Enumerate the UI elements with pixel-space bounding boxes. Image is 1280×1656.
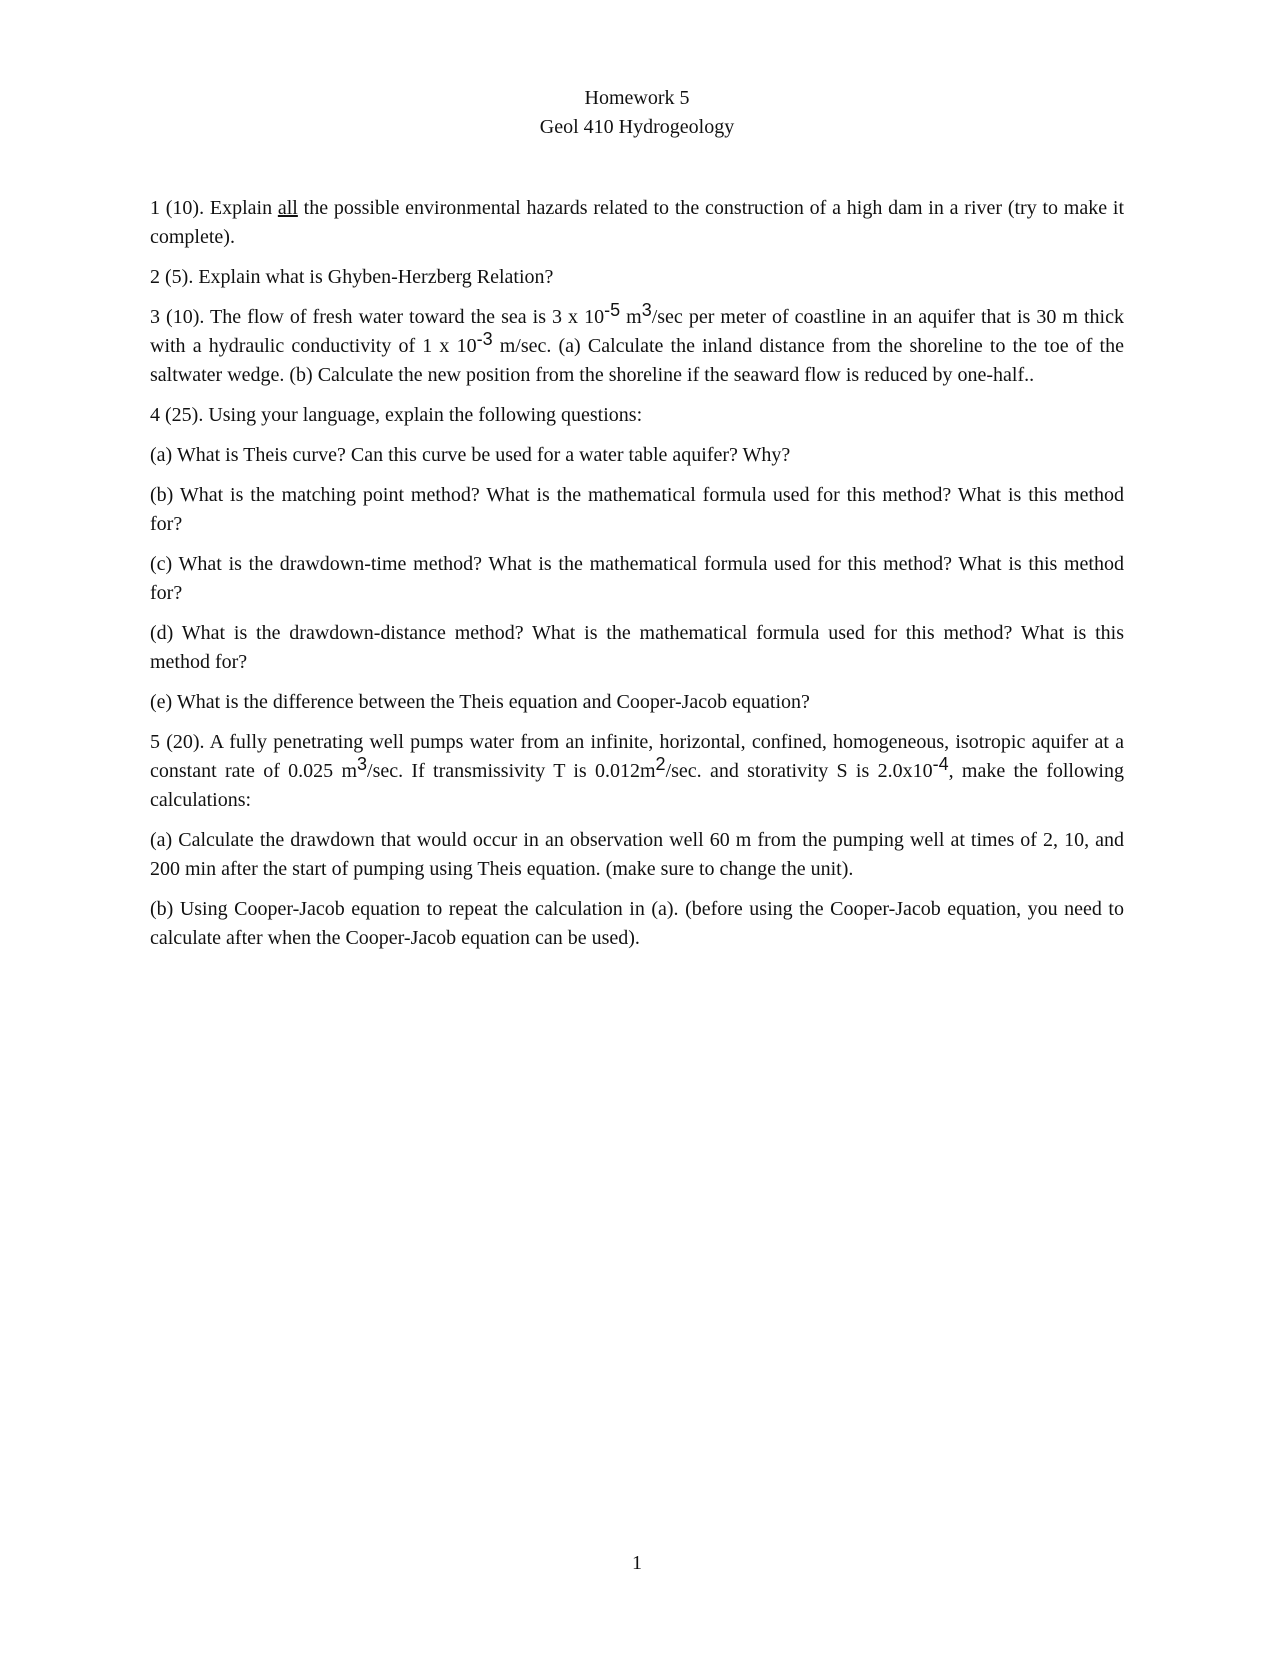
superscript: -3 — [476, 329, 493, 349]
question-4c: (c) What is the drawdown-time method? What is the mathematical formula used for this method? What is this method for? — [150, 553, 1124, 604]
course-title: Geol 410 Hydrogeology — [539, 116, 735, 138]
superscript: -5 — [604, 300, 621, 320]
question-4b: (b) What is the matching point method? What is the mathematical formula used for this method? What is this method for? — [150, 484, 1124, 535]
question-3: 3 (10). The flow of fresh water toward the sea is 3 x 10-5 m3/sec per meter of coastline in an aquifer that is 30 m thick with a hydraulic conductivity of 1 x 10-3 m/sec. (a) Calculate the inland distance from the shoreline to the toe of the saltwater wedge. (b) Calculate the new position from the shoreline if the seaward flow is reduced by one-half.. — [150, 300, 1124, 386]
superscript: 2 — [655, 754, 666, 774]
homework-title: Homework 5 — [584, 87, 690, 109]
superscript: 3 — [357, 754, 368, 774]
question-1: 1 (10). Explain all the possible environmental hazards related to the construction of a high dam in a river (try to make it complete). — [150, 197, 1124, 248]
underlined-word: all — [277, 197, 298, 219]
document-header — [150, 84, 1124, 142]
question-5b: (b) Using Cooper-Jacob equation to repeat the calculation in (a). (before using the Cooper-Jacob equation, you need to calculate after when the Cooper-Jacob equation can be used). — [150, 898, 1124, 949]
questions — [150, 194, 1124, 964]
question-5a: (a) Calculate the drawdown that would occur in an observation well 60 m from the pumping well at times of 2, 10, and 200 min after the start of pumping using Theis equation. (make sure to change the unit). — [150, 829, 1124, 880]
question-4d: (d) What is the drawdown-distance method? What is the mathematical formula used for this method? What is this method for? — [150, 622, 1124, 673]
superscript: 3 — [641, 300, 652, 320]
page-number: 1 — [632, 1552, 642, 1574]
question-2: 2 (5). Explain what is Ghyben-Herzberg Relation? — [150, 266, 554, 288]
question-4-intro: 4 (25). Using your language, explain the following questions: — [150, 404, 643, 426]
question-5: 5 (20). A fully penetrating well pumps water from an infinite, horizontal, confined, homogeneous, isotropic aquifer at a constant rate of 0.025 m3/sec. If transmissivity T is 0.012m2/sec. and storativity S is 2.0x10-4, make the following calculations: — [150, 731, 1124, 811]
question-4a: (a) What is Theis curve? Can this curve be used for a water table aquifer? Why? — [150, 444, 791, 466]
question-4e: (e) What is the difference between the Theis equation and Cooper-Jacob equation? — [150, 691, 810, 713]
superscript: -4 — [932, 754, 949, 774]
